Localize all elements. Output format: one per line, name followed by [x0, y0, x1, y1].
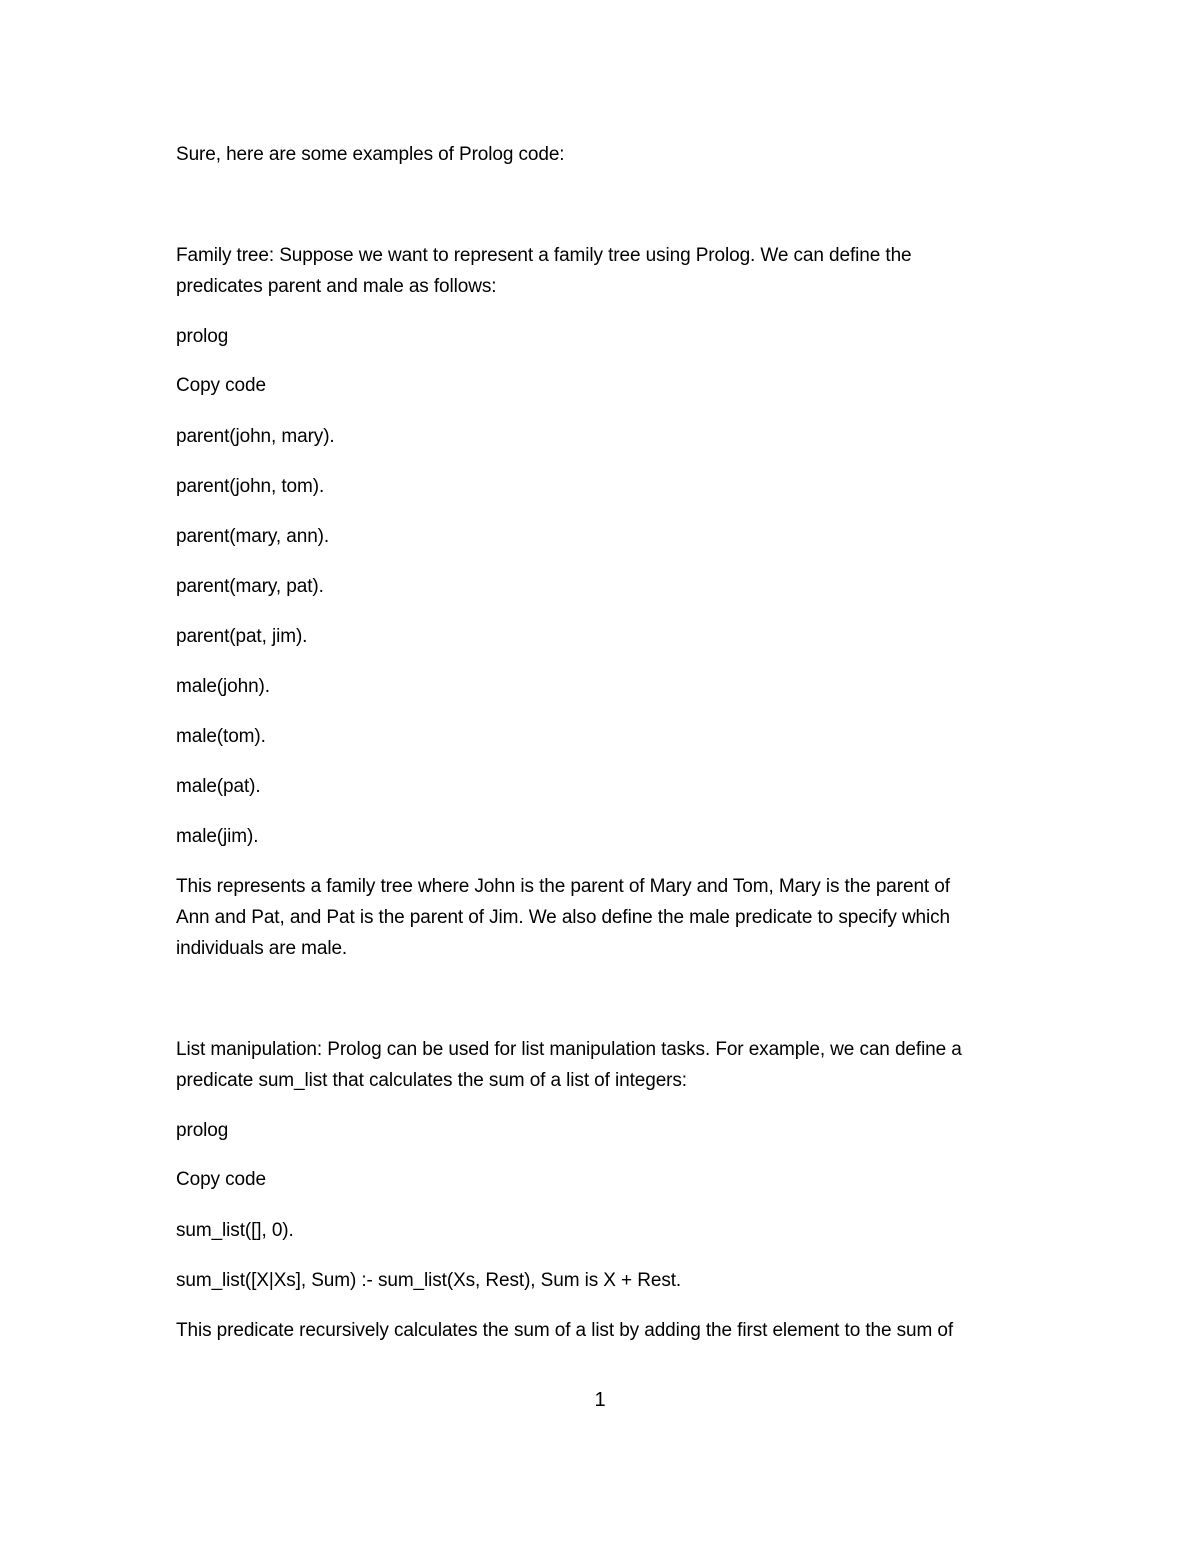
code-line: male(jim).	[176, 826, 259, 847]
paragraph-line: This predicate recursively calculates the sum of a list by adding the first element to the sum of	[176, 1320, 954, 1341]
code-line: male(john).	[176, 676, 270, 697]
page-number: 1	[594, 1389, 606, 1411]
code-language-label: prolog	[176, 1120, 229, 1141]
paragraph-line: Ann and Pat, and Pat is the parent of Jim. We also define the male predicate to specify which	[176, 907, 951, 928]
intro-line: Sure, here are some examples of Prolog code:	[176, 144, 565, 165]
code-line: sum_list([], 0).	[176, 1220, 294, 1241]
paragraph-line: This represents a family tree where John is the parent of Mary and Tom, Mary is the parent of	[176, 876, 950, 897]
code-line: male(pat).	[176, 776, 261, 797]
copy-code-label: Copy code	[176, 375, 266, 396]
code-line: parent(john, tom).	[176, 476, 325, 497]
code-line: parent(mary, ann).	[176, 526, 330, 547]
code-line: parent(john, mary).	[176, 426, 335, 447]
code-language-label: prolog	[176, 326, 229, 347]
paragraph-line: predicates parent and male as follows:	[176, 276, 497, 297]
code-line: sum_list([X|Xs], Sum) :- sum_list(Xs, Rest), Sum is X + Rest.	[176, 1270, 682, 1291]
code-line: male(tom).	[176, 726, 266, 747]
paragraph-line: Family tree: Suppose we want to represent a family tree using Prolog. We can define the	[176, 245, 912, 266]
paragraph-line: List manipulation: Prolog can be used for list manipulation tasks. For example, we can define a	[176, 1039, 962, 1060]
paragraph-line: individuals are male.	[176, 938, 348, 959]
copy-code-label: Copy code	[176, 1169, 266, 1190]
code-line: parent(mary, pat).	[176, 576, 324, 597]
paragraph-line: predicate sum_list that calculates the sum of a list of integers:	[176, 1070, 687, 1091]
code-line: parent(pat, jim).	[176, 626, 308, 647]
